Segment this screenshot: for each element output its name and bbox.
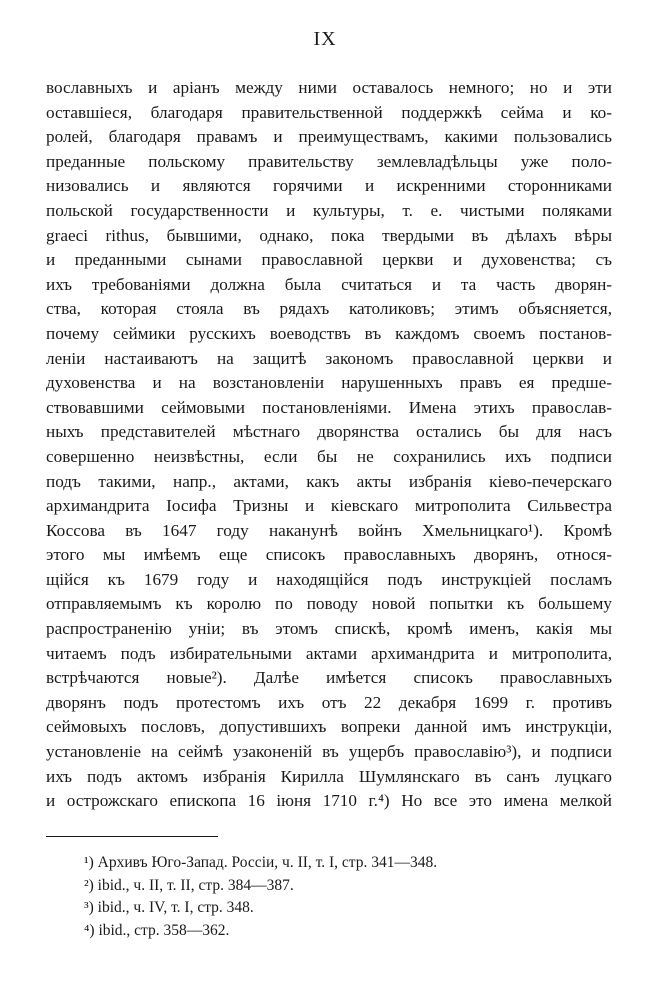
text-line: ствовавшими сеймовыми постановленіями. Имена этихъ православ- bbox=[46, 397, 612, 417]
text-line: совершенно неизвѣстны, если бы не сохранились ихъ подписи bbox=[46, 446, 612, 466]
text-line: почему сеймики русскихъ воеводствъ въ каждомъ своемъ постанов- bbox=[46, 323, 612, 343]
text-line: graeci rithus, бывшими, однако, пока твердыми въ дѣлахъ вѣры bbox=[46, 225, 612, 245]
text-line: ихъ подъ актомъ избранія Кирилла Шумлянскаго въ санъ луцкаго bbox=[46, 766, 612, 786]
text-line: духовенства и на возстановленіи нарушенныхъ правъ ея предше- bbox=[46, 373, 612, 393]
footnote: ³) ibid., ч. IV, т. I, стр. 348. bbox=[84, 899, 254, 917]
text-line: щійся къ 1679 году и находящійся подъ инструкціей посламъ bbox=[46, 569, 612, 589]
footnote: ¹) Архивъ Юго-Запад. Россіи, ч. II, т. I, стр. 341—348. bbox=[84, 854, 438, 871]
footnotes bbox=[84, 852, 604, 942]
text-line: леніи настаиваютъ на защитѣ закономъ православной церкви и bbox=[46, 348, 612, 368]
text-line: преданные польскому правительству землевладѣльцы уже поло- bbox=[46, 151, 612, 171]
text-line: польской государственности и культуры, т. е. чистыми поляками bbox=[46, 200, 612, 220]
text-line: и преданными сынами православной церкви и духовенства; съ bbox=[46, 250, 612, 270]
footnote: ⁴) ibid., стр. 358—362. bbox=[84, 921, 230, 939]
text-line: подъ такими, напр., актами, какъ акты избранія кіево-печерскаго bbox=[46, 471, 612, 491]
text-line: ролей, благодаря правамъ и преимуществамъ, какими пользовались bbox=[46, 127, 612, 147]
text-line: распространенію уніи; въ этомъ спискѣ, кромѣ именъ, какія мы bbox=[46, 619, 612, 639]
text-line: ства, которая стояла въ рядахъ католиковъ; этимъ объясняется, bbox=[46, 299, 612, 319]
footnote: ²) ibid., ч. II, т. II, стр. 384—387. bbox=[84, 876, 294, 894]
text-line: сеймовыхъ пословъ, допустившихъ вопреки данной имъ инструкціи, bbox=[46, 717, 612, 737]
text-line: и острожскаго епископа 16 іюня 1710 г.⁴) Но все это имена мелкой bbox=[46, 791, 612, 811]
text-line: оставшіеся, благодаря правительственной поддержкѣ сейма и ко- bbox=[46, 102, 612, 122]
body-text bbox=[46, 76, 612, 814]
text-line: вославныхъ и аріанъ между ними оставалось немного; но и эти bbox=[46, 78, 612, 97]
text-line: ныхъ представителей мѣстнаго дворянства остались бы для насъ bbox=[46, 422, 612, 442]
text-line: встрѣчаются новые²). Далѣе имѣется списокъ православныхъ bbox=[46, 668, 612, 688]
text-line: читаемъ подъ избирательными актами архимандрита и митрополита, bbox=[46, 643, 612, 663]
text-line: низовались и являются горячими и искренними сторонниками bbox=[46, 176, 612, 196]
text-line: отправляемымъ къ королю по поводу новой попытки къ большему bbox=[46, 594, 612, 614]
text-line: ихъ требованіями должна была считаться и та часть дворян- bbox=[46, 274, 612, 294]
text-line: установленіе на сеймѣ узаконеній въ ущербъ православію³), и подписи bbox=[46, 742, 612, 762]
text-line: дворянъ подъ протестомъ ихъ отъ 22 декабря 1699 г. противъ bbox=[46, 692, 612, 712]
footnote-divider bbox=[46, 836, 218, 837]
text-line: этого мы имѣемъ еще списокъ православныхъ дворянъ, относя- bbox=[46, 545, 612, 565]
text-line: архимандрита Іосифа Тризны и кіевскаго митрополита Сильвестра bbox=[46, 496, 612, 516]
page-number: IX bbox=[313, 28, 337, 50]
text-line: Коссова въ 1647 году наканунѣ войнъ Хмельницкаго¹). Кромѣ bbox=[46, 520, 612, 540]
